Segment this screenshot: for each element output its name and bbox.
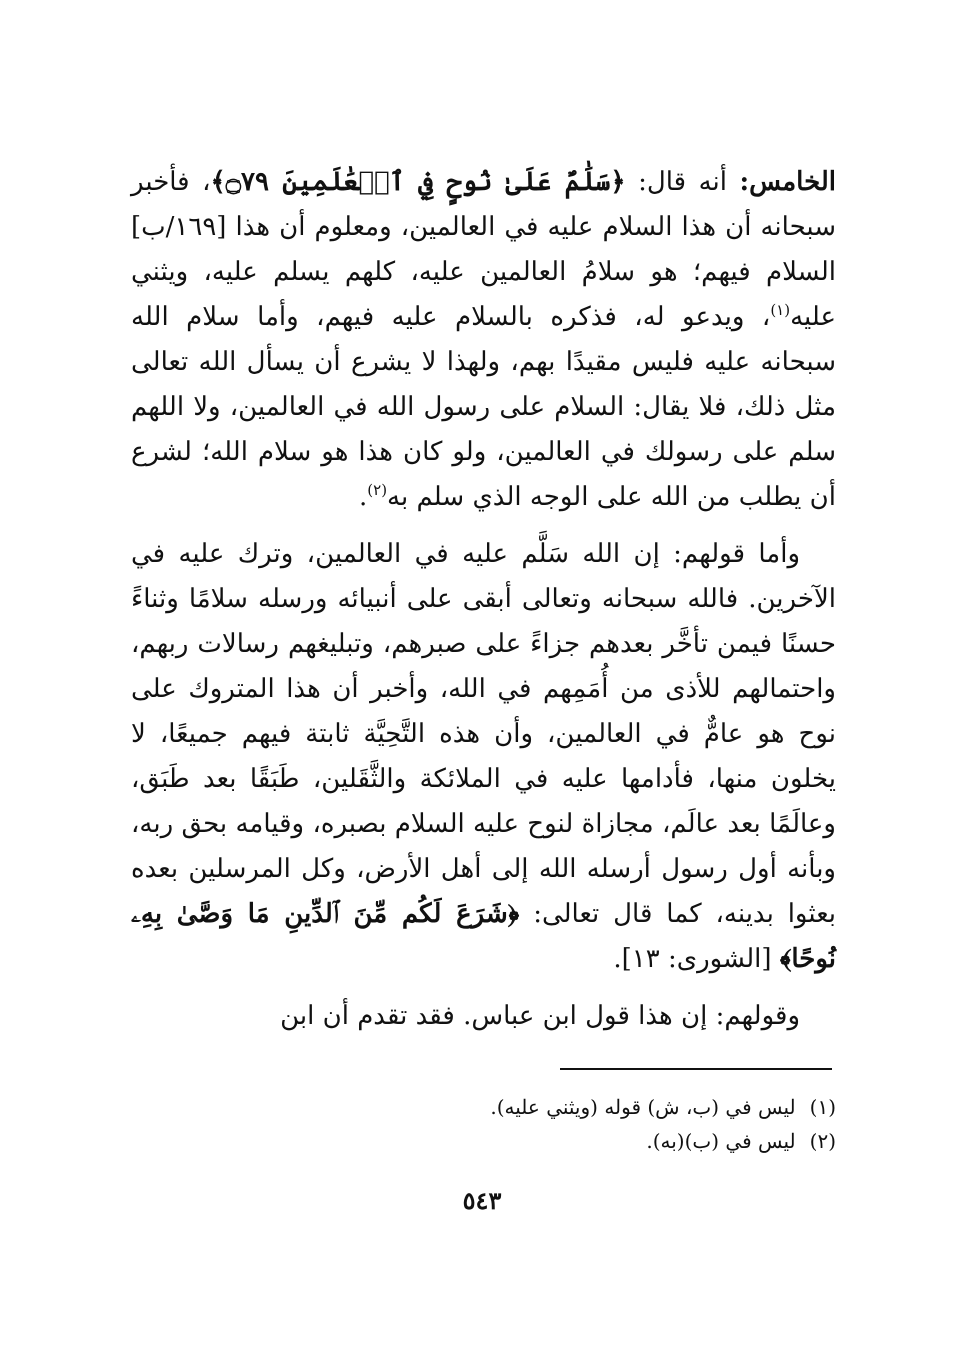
footnote-number: (١) [809,1095,836,1119]
paragraph-lead-word: الخامس: [739,167,836,197]
paragraph-2 [131,532,836,982]
footnote-item [131,1124,836,1158]
quran-verse: ﴿سَلَٰمٌ عَلَىٰ نُوحٍ فِي ٱلۡعَٰلَمِينَ ۝٧٩﴾ [210,167,626,197]
footnote-reference: (١) [770,301,791,319]
quran-verse: ﴿شَرَعَ لَكُم مِّنَ ٱلدِّينِ مَا وَصَّىٰ بِهِۦ نُوحًا﴾ [131,899,836,974]
paragraph-text: [الشورى: ١٣]. [613,944,780,974]
footnotes [131,1090,836,1158]
paragraph-text: ، فأخبر سبحانه أن هذا السلام عليه في العالمين، ومعلوم أن هذا [١٦٩/ب] السلام فيهم؛ هو سلامُ العالمين عليه، كلهم يسلم عليه، ويثني عليه [131,167,837,332]
footnote-text: ليس في (ب)(به). [646,1129,796,1153]
paragraph-3 [131,994,836,1039]
paragraph-1 [131,160,836,520]
paragraph-text: . [359,482,368,512]
paragraph-text: ، ويدعو له، فذكره بالسلام عليه فيهم، وأما سلام الله سبحانه عليه فليس مقيدًا بهم، ولهذا لا يشرع أن يسأل الله تعالى مثل ذلك، فلا يقال: السلام على رسول الله في العالمين، ولا اللهم سلم على رسولك في العالمين، ولو كان هذا هو سلام الله؛ لشرع أن يطلب من الله على الوجه الذي سلم به [131,302,836,512]
page-number: ٥٤٣ [462,1186,502,1215]
paragraph-text: وأما قولهم: إن الله سَلَّم عليه في العالمين، وترك عليه في الآخرين. فالله سبحانه وتعالى أبقى على أنبيائه ورسله سلامًا وثناءً حسنًا فيمن تأخَّر بعدهم جزاءً على صبرهم، وتبليغهم رسالات ربهم، واحتمالهم للأذى من أُمَمِهم في الله، وأخبر أن هذا المتروك على نوح هو عامٌّ في العالمين، وأن هذه التَّحِيَّة ثابتة فيهم جميعًا، لا يخلون منها، فأدامها عليه في الملائكة والثَّقَلين، طَبَقًا بعد طَبَق، وعالَمًا بعد عالَم، مجازاة لنوح عليه السلام بصبره، وقيامه بحق ربه، وبأنه أول رسول أرسله الله إلى أهل الأرض، وكل المرسلين بعده بعثوا بدينه، كما قال تعالى: [131,539,836,929]
paragraph-text: أنه قال: [625,167,740,197]
paragraph-text: وقولهم: إن هذا قول ابن عباس. فقد تقدم أن ابن [280,1001,800,1031]
footnote-number: (٢) [809,1129,836,1153]
footnote-item [131,1090,836,1124]
footnote-text: ليس في (ب، ش) قوله (ويثني عليه). [490,1095,796,1119]
footnote-reference: (٢) [367,481,388,499]
footnote-separator [560,1068,832,1070]
